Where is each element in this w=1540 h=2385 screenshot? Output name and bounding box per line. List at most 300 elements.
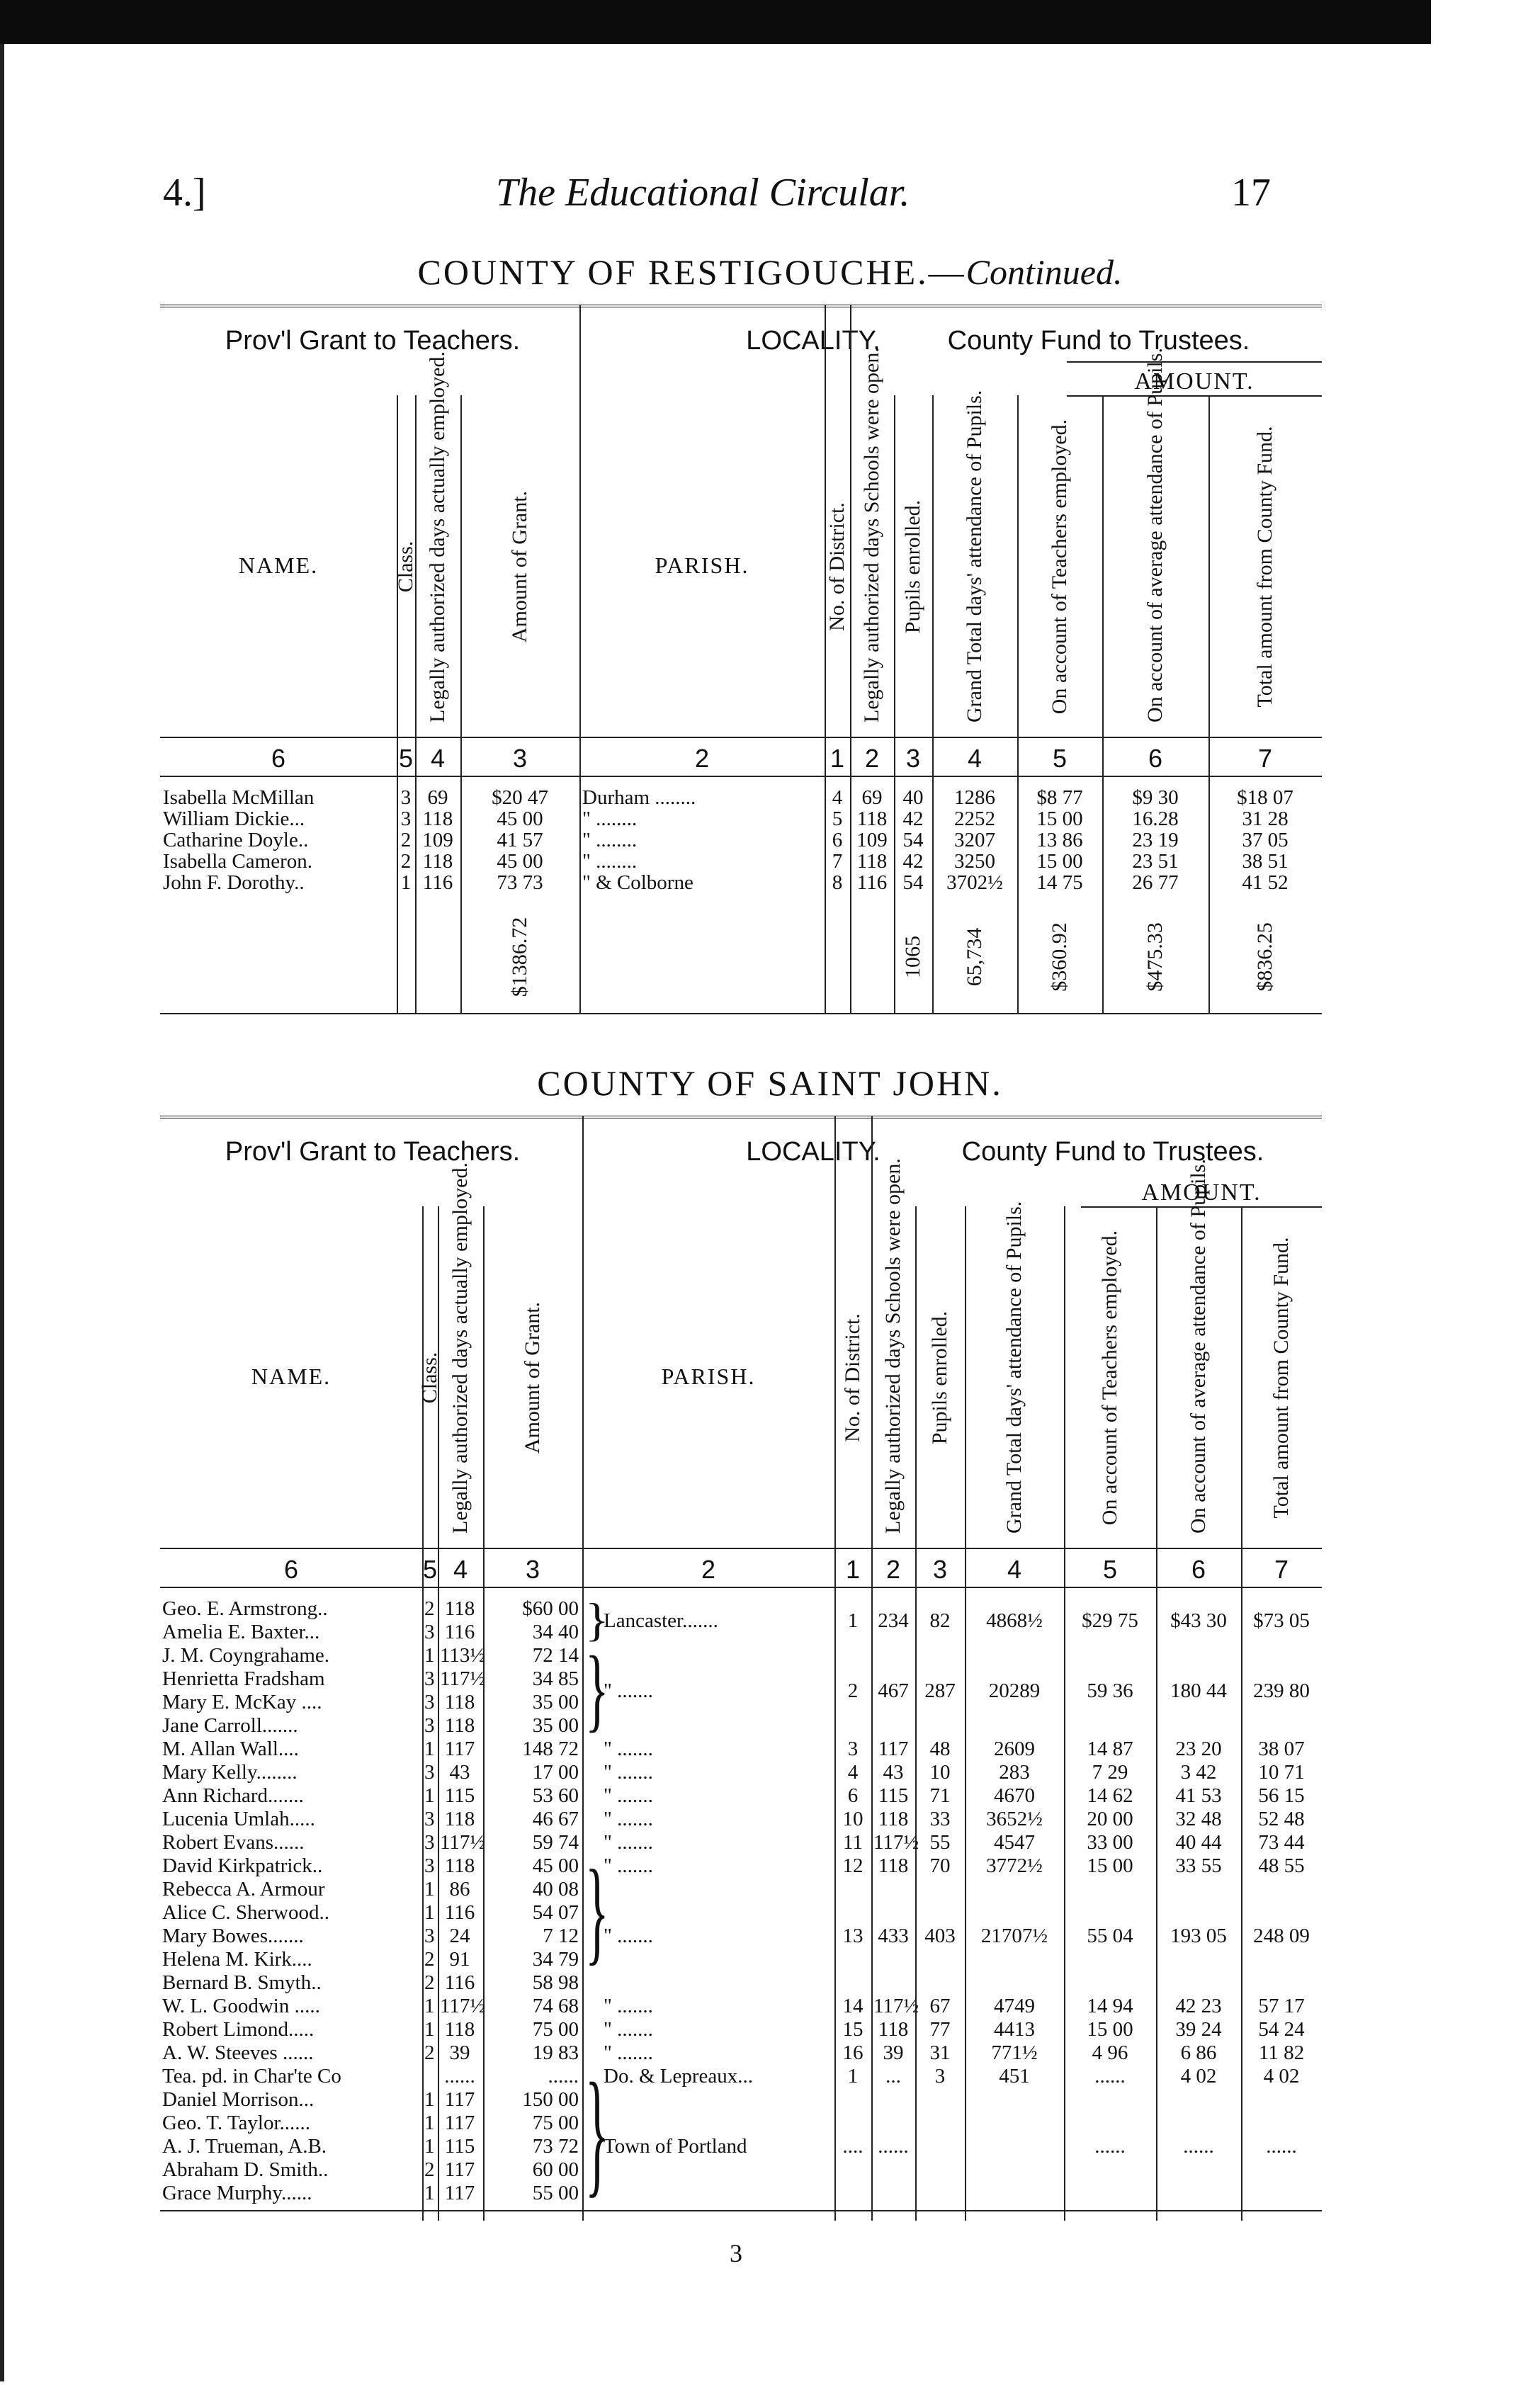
cell-grand: 3652½	[986, 1808, 1043, 1830]
header-parish: PARISH.	[661, 1364, 756, 1389]
cell-total: 57 17	[1258, 1995, 1305, 2017]
column-number: 5	[422, 1555, 438, 1584]
column-number: 2	[885, 1555, 901, 1584]
column-rule	[579, 305, 581, 1013]
cell-days: 113½	[440, 1644, 486, 1667]
cell-name: Grace Murphy......	[162, 2182, 312, 2204]
restigouche-table	[160, 305, 1322, 1013]
cell-dist: 2	[847, 1679, 859, 1702]
cell-grant: $60 00	[522, 1597, 579, 1620]
column-number: 1	[830, 744, 845, 773]
cell-parish: " .......	[604, 1761, 653, 1784]
cell-days: 115	[444, 1784, 475, 1807]
cell-pupils: 3	[934, 2065, 946, 2087]
cell-avg: 41 53	[1175, 1784, 1222, 1807]
cell-grand: 3207	[954, 829, 995, 851]
cell-days: 115	[444, 2135, 475, 2158]
cell-open: 117½	[873, 1831, 919, 1854]
cell-grant: 17 00	[532, 1761, 579, 1784]
cell-name: Mary Bowes.......	[162, 1925, 304, 1947]
column-rule	[850, 305, 851, 1013]
cell-dist: 4	[847, 1761, 859, 1784]
cell-name: A. W. Steeves ......	[162, 2041, 314, 2064]
cell-days: ......	[444, 2065, 475, 2087]
cell-avg: 26 77	[1132, 871, 1179, 894]
cell-teach: 15 00	[1087, 1854, 1133, 1877]
cell-cls: 1	[424, 2088, 435, 2111]
cell-name: Amelia E. Baxter...	[162, 1621, 320, 1643]
cell-cls: 3	[400, 786, 412, 809]
cell-name: William Dickie...	[163, 808, 305, 830]
scan-top-border	[0, 0, 1431, 44]
locality-row	[160, 2041, 1322, 2064]
cell-grand: 3772½	[986, 1854, 1043, 1877]
header-grand-total: Grand Total days' attendance of Pupils.	[1002, 1201, 1026, 1534]
cell-grant: 19 83	[532, 2041, 579, 2064]
column-number: 3	[512, 744, 528, 773]
cell-parish: " .......	[604, 1925, 653, 1947]
table-row	[160, 1948, 1322, 1971]
cell-grand: 4868½	[986, 1609, 1043, 1632]
cell-parish: " .......	[604, 1784, 653, 1807]
cell-pupils: 67	[929, 1995, 951, 2017]
cell-teach: 15 00	[1036, 808, 1083, 830]
cell-grand: 2252	[954, 808, 995, 830]
cell-teach: 14 62	[1087, 1784, 1133, 1807]
cell-cls: 2	[424, 2041, 435, 2064]
cell-teach: 14 94	[1087, 1995, 1133, 2017]
cell-dist: 1	[847, 2065, 859, 2087]
column-rule	[460, 395, 462, 1013]
cell-avg: 40 44	[1175, 1831, 1222, 1854]
cell-grant: 73 73	[497, 871, 543, 894]
cell-open: 433	[878, 1925, 909, 1947]
header-class: Class.	[394, 540, 417, 593]
cell-cls: 1	[424, 1901, 435, 1924]
cell-pupils: 42	[902, 850, 924, 873]
locality-row	[160, 1995, 1322, 2017]
cell-open: 467	[878, 1679, 909, 1702]
table-row	[160, 2182, 1322, 2204]
cell-grand: 4670	[994, 1784, 1035, 1807]
cell-cls: 1	[424, 1738, 435, 1760]
cell-avg: ......	[1183, 2135, 1214, 2158]
cell-days: 116	[444, 1971, 475, 1994]
table-row	[160, 2088, 1322, 2111]
cell-open: ...	[885, 2065, 901, 2087]
cell-parish: Town of Portland	[604, 2135, 747, 2158]
cell-avg: $9 30	[1132, 786, 1179, 809]
page-mark: 3	[730, 2239, 742, 2267]
cell-name: A. J. Trueman, A.B.	[162, 2135, 327, 2158]
cell-open: 117½	[873, 1995, 919, 2017]
total-pupils: 1065	[901, 936, 924, 978]
cell-open: ......	[878, 2135, 909, 2158]
total-grant: $1386.72	[508, 917, 531, 997]
cell-total: 248 09	[1253, 1925, 1310, 1947]
cell-cls: 3	[424, 1667, 435, 1690]
section-county-fund: County Fund to Trustees.	[947, 326, 1250, 356]
column-number: 4	[430, 744, 446, 773]
cell-avg: $43 30	[1170, 1609, 1227, 1632]
cell-open: 118	[856, 850, 888, 873]
cell-cls: 1	[424, 1644, 435, 1667]
cell-dist: ....	[842, 2135, 864, 2158]
cell-cls: 2	[424, 2158, 435, 2181]
cell-open: 118	[878, 1808, 909, 1830]
cell-days: 91	[449, 1948, 470, 1971]
cell-dist: 14	[842, 1995, 864, 2017]
page-number: 17	[1231, 171, 1271, 215]
cell-open: 234	[878, 1609, 909, 1632]
cell-avg: 42 23	[1175, 1995, 1222, 2017]
cell-grant: 41 57	[497, 829, 543, 851]
cell-grand: 21707½	[980, 1925, 1048, 1947]
cell-dist: 15	[842, 2018, 864, 2041]
cell-days: 118	[444, 2018, 475, 2041]
cell-name: Bernard B. Smyth..	[162, 1971, 322, 1994]
cell-days: 116	[444, 1621, 475, 1643]
column-number: 5	[1102, 1555, 1118, 1584]
cell-parish: " ........	[582, 829, 638, 851]
cell-parish: " .......	[604, 1831, 653, 1854]
cell-total: 38 07	[1258, 1738, 1305, 1760]
grouping-brace: }	[585, 1847, 609, 1977]
cell-name: Geo. E. Armstrong..	[162, 1597, 328, 1620]
cell-cls: 1	[400, 871, 412, 894]
cell-avg: 193 05	[1170, 1925, 1227, 1947]
header-legally-days: Legally authorized days actually employed.	[426, 351, 449, 723]
cell-grant: 148 72	[522, 1738, 579, 1760]
column-number: 6	[271, 744, 286, 773]
locality-row	[160, 2018, 1322, 2041]
page-ref: 4.]	[163, 171, 206, 215]
cell-open: 43	[883, 1761, 904, 1784]
cell-teach: 15 00	[1036, 850, 1083, 873]
cell-days: 117½	[440, 1667, 486, 1690]
cell-pupils: 10	[929, 1761, 951, 1784]
cell-name: John F. Dorothy..	[163, 871, 305, 894]
cell-parish: Do. & Lepreaux...	[604, 2065, 753, 2087]
cell-pupils: 40	[902, 786, 924, 809]
cell-grand: 451	[999, 2065, 1030, 2087]
cell-pupils: 77	[929, 2018, 951, 2041]
table-row	[160, 1644, 1322, 1667]
cell-name: Robert Evans......	[162, 1831, 305, 1854]
cell-name: Jane Carroll.......	[162, 1714, 298, 1737]
locality-row	[160, 2065, 1322, 2087]
cell-parish: " .......	[604, 1679, 653, 1702]
table-row	[160, 871, 1322, 894]
cell-pupils: 55	[929, 1831, 951, 1854]
cell-days: 116	[444, 1901, 475, 1924]
page-title: The Educational Circular.	[496, 171, 910, 215]
cell-open: 109	[856, 829, 888, 851]
cell-days: 117½	[440, 1831, 486, 1854]
table-row	[160, 1901, 1322, 1924]
cell-teach: 13 86	[1036, 829, 1083, 851]
cell-dist: 5	[832, 808, 843, 830]
cell-name: M. Allan Wall....	[162, 1738, 299, 1760]
cell-days: 24	[449, 1925, 470, 1947]
column-rule	[1017, 395, 1019, 1013]
column-number: 4	[453, 1555, 468, 1584]
cell-name: Helena M. Kirk....	[162, 1948, 312, 1971]
cell-avg: 180 44	[1170, 1679, 1227, 1702]
scan-left-border	[0, 44, 4, 2381]
cell-cls: 3	[400, 808, 412, 830]
cell-cls: 3	[424, 1854, 435, 1877]
cell-parish: Durham ........	[582, 786, 696, 809]
table-row	[160, 1714, 1322, 1737]
header-on-teachers: On account of Teachers employed.	[1048, 419, 1071, 715]
saint-john-table	[160, 1116, 1322, 2221]
locality-row	[160, 1784, 1322, 1807]
cell-open: 69	[861, 786, 883, 809]
cell-total: 41 52	[1242, 871, 1289, 894]
cell-pupils: 48	[929, 1738, 951, 1760]
header-total-county: Total amount from County Fund.	[1253, 426, 1276, 708]
cell-cls: 3	[424, 1761, 435, 1784]
cell-parish: " & Colborne	[582, 871, 693, 894]
header-grand-total: Grand Total days' attendance of Pupils.	[963, 390, 986, 723]
cell-grand: 3702½	[946, 871, 1003, 894]
column-number: 6	[283, 1555, 299, 1584]
column-number: 4	[1007, 1555, 1022, 1584]
cell-days: 117	[444, 1738, 475, 1760]
cell-days: 118	[444, 1714, 475, 1737]
cell-grand: 283	[999, 1761, 1030, 1784]
header-district: No. of District.	[841, 1313, 864, 1442]
cell-name: Abraham D. Smith..	[162, 2158, 329, 2181]
cell-grand: 1286	[954, 786, 995, 809]
total-teach: $360.92	[1048, 922, 1071, 992]
cell-days: 118	[444, 1808, 475, 1830]
cell-dist: 10	[842, 1808, 864, 1830]
cell-open: 39	[883, 2041, 904, 2064]
saint-john-heading: COUNTY OF SAINT JOHN.	[537, 1063, 1003, 1103]
cell-cls: 3	[424, 1621, 435, 1643]
cell-total: 31 28	[1242, 808, 1289, 830]
cell-days: 118	[444, 1597, 475, 1620]
cell-name: Isabella Cameron.	[163, 850, 312, 873]
cell-dist: 11	[843, 1831, 863, 1854]
column-number: 2	[864, 744, 880, 773]
header-total-county: Total amount from County Fund.	[1269, 1237, 1293, 1519]
cell-grant: 59 74	[532, 1831, 579, 1854]
cell-days: 117½	[440, 1995, 486, 2017]
cell-teach: 14 87	[1087, 1738, 1133, 1760]
cell-grant: 40 08	[532, 1878, 579, 1900]
cell-dist: 3	[847, 1738, 859, 1760]
cell-name: Alice C. Sherwood..	[162, 1901, 329, 1924]
header-legally-days: Legally authorized days actually employed.	[448, 1162, 472, 1534]
cell-avg: 32 48	[1175, 1808, 1222, 1830]
cell-teach: ......	[1094, 2135, 1126, 2158]
header-class: Class.	[418, 1352, 441, 1404]
header-on-teachers: On account of Teachers employed.	[1098, 1230, 1121, 1526]
cell-grant: 150 00	[522, 2088, 579, 2111]
cell-days: 118	[422, 808, 453, 830]
section-county-fund: County Fund to Trustees.	[961, 1137, 1264, 1167]
cell-avg: 23 19	[1132, 829, 1179, 851]
cell-grant: 55 00	[532, 2182, 579, 2204]
cell-parish: " .......	[604, 2041, 653, 2064]
locality-row	[160, 1738, 1322, 1760]
locality-row	[160, 1609, 1322, 1632]
cell-grand: 4547	[994, 1831, 1035, 1854]
cell-dist: 4	[832, 786, 843, 809]
cell-avg: 3 42	[1180, 1761, 1217, 1784]
cell-name: Mary Kelly........	[162, 1761, 298, 1784]
cell-days: 109	[422, 829, 453, 851]
cell-total: ......	[1266, 2135, 1297, 2158]
cell-days: 69	[427, 786, 448, 809]
header-district: No. of District.	[825, 502, 849, 631]
cell-days: 118	[444, 1854, 475, 1877]
cell-teach: $8 77	[1036, 786, 1083, 809]
cell-days: 118	[444, 1691, 475, 1713]
cell-total: 54 24	[1258, 2018, 1305, 2041]
cell-days: 86	[449, 1878, 470, 1900]
cell-name: W. L. Goodwin .....	[162, 1995, 320, 2017]
header-on-attendance: On account of average attendance of Pupils.	[1143, 348, 1167, 723]
column-number: 1	[845, 1555, 861, 1584]
cell-total: 52 48	[1258, 1808, 1305, 1830]
cell-name: Catharine Doyle..	[163, 829, 309, 851]
cell-parish: " .......	[604, 1995, 653, 2017]
cell-pupils: 287	[924, 1679, 956, 1702]
cell-teach: 59 36	[1087, 1679, 1133, 1702]
table-row	[160, 850, 1322, 873]
cell-grand: 4413	[994, 2018, 1035, 2041]
cell-total: 10 71	[1258, 1761, 1305, 1784]
cell-cls: 3	[424, 1831, 435, 1854]
column-rule	[1208, 395, 1210, 1013]
cell-pupils: 33	[929, 1808, 951, 1830]
cell-dist: 1	[847, 1609, 859, 1632]
cell-total: 11 82	[1258, 2041, 1305, 2064]
cell-teach: 15 00	[1087, 2018, 1133, 2041]
cell-name: Ann Richard.......	[162, 1784, 304, 1807]
section-locality: LOCALITY.	[746, 326, 881, 356]
locality-row	[160, 1925, 1322, 1947]
cell-grant: 53 60	[532, 1784, 579, 1807]
cell-total: 48 55	[1258, 1854, 1305, 1877]
cell-parish: " ........	[582, 850, 638, 873]
column-rule	[1102, 395, 1104, 1013]
cell-cls: 3	[424, 1808, 435, 1830]
header-pupils: Pupils enrolled.	[928, 1310, 951, 1445]
grouping-brace: }	[585, 1638, 609, 1742]
locality-row	[160, 1761, 1322, 1784]
cell-open: 118	[856, 808, 888, 830]
cell-dist: 8	[832, 871, 843, 894]
cell-grant: 35 00	[532, 1691, 579, 1713]
grouping-brace: }	[585, 2056, 609, 2211]
table-row	[160, 1971, 1322, 1994]
cell-name: Geo. T. Taylor......	[162, 2112, 311, 2134]
cell-avg: 4 02	[1180, 2065, 1217, 2087]
section-prov-grant: Prov'l Grant to Teachers.	[225, 326, 521, 356]
cell-grand: 3250	[954, 850, 995, 873]
cell-days: 39	[449, 2041, 470, 2064]
cell-teach: 7 29	[1092, 1761, 1128, 1784]
cell-avg: 23 51	[1132, 850, 1179, 873]
cell-name: J. M. Coyngrahame.	[162, 1644, 329, 1667]
locality-row	[160, 1808, 1322, 1830]
cell-teach: 20 00	[1087, 1808, 1133, 1830]
cell-days: 117	[444, 2112, 475, 2134]
cell-avg: 39 24	[1175, 2018, 1222, 2041]
cell-grand: 4749	[994, 1995, 1035, 2017]
cell-grant: 34 40	[532, 1621, 579, 1643]
cell-grant: 73 72	[532, 2135, 579, 2158]
cell-grant: 34 85	[532, 1667, 579, 1690]
cell-open: 117	[878, 1738, 909, 1760]
cell-name: Daniel Morrison...	[162, 2088, 315, 2111]
cell-grant: 34 79	[532, 1948, 579, 1971]
cell-total: 38 51	[1242, 850, 1289, 873]
restigouche-heading: COUNTY OF RESTIGOUCHE.—Continued.	[417, 252, 1123, 292]
cell-grant: 45 00	[497, 850, 543, 873]
cell-cls: 2	[400, 850, 412, 873]
cell-pupils: 71	[929, 1784, 951, 1807]
locality-row	[160, 1831, 1322, 1854]
section-locality: LOCALITY.	[746, 1137, 881, 1167]
cell-grand: 20289	[988, 1679, 1041, 1702]
cell-pupils: 54	[902, 871, 924, 894]
cell-grant: 75 00	[532, 2112, 579, 2134]
column-number: 2	[694, 744, 710, 773]
cell-teach: 55 04	[1087, 1925, 1133, 1947]
header-school-days: Legally authorized days Schools were open.	[881, 1158, 905, 1534]
cell-dist: 7	[832, 850, 843, 873]
cell-days: 43	[449, 1761, 470, 1784]
header-on-attendance: On account of average attendance of Pupils.	[1187, 1159, 1210, 1534]
cell-cls: 2	[424, 1948, 435, 1971]
cell-total: $18 07	[1237, 786, 1293, 809]
table-row	[160, 786, 1322, 809]
cell-days: 116	[422, 871, 453, 894]
cell-grant: 60 00	[532, 2158, 579, 2181]
cell-open: 116	[856, 871, 888, 894]
table-row	[160, 829, 1322, 851]
cell-total: 239 80	[1253, 1679, 1310, 1702]
cell-grant: 46 67	[532, 1808, 579, 1830]
cell-total: $73 05	[1253, 1609, 1310, 1632]
cell-grant: 75 00	[532, 2018, 579, 2041]
cell-name: Henrietta Fradsham	[162, 1667, 325, 1690]
header-school-days: Legally authorized days Schools were open.	[860, 347, 883, 723]
grouping-brace: }	[585, 1594, 609, 1646]
cell-teach: $29 75	[1082, 1609, 1138, 1632]
cell-name: Tea. pd. in Char'te Co	[162, 2065, 341, 2087]
column-number: 3	[932, 1555, 948, 1584]
cell-parish: " .......	[604, 1738, 653, 1760]
cell-pupils: 31	[929, 2041, 951, 2064]
cell-name: Robert Limond.....	[162, 2018, 315, 2041]
cell-parish: " ........	[582, 808, 638, 830]
cell-dist: 6	[832, 829, 843, 851]
header-pupils: Pupils enrolled.	[901, 499, 924, 634]
cell-grant: 74 68	[532, 1995, 579, 2017]
cell-name: David Kirkpatrick..	[162, 1854, 323, 1877]
cell-parish: Lancaster.......	[604, 1609, 718, 1632]
column-number: 3	[905, 744, 921, 773]
cell-name: Mary E. McKay ....	[162, 1691, 322, 1713]
cell-grant: 35 00	[532, 1714, 579, 1737]
